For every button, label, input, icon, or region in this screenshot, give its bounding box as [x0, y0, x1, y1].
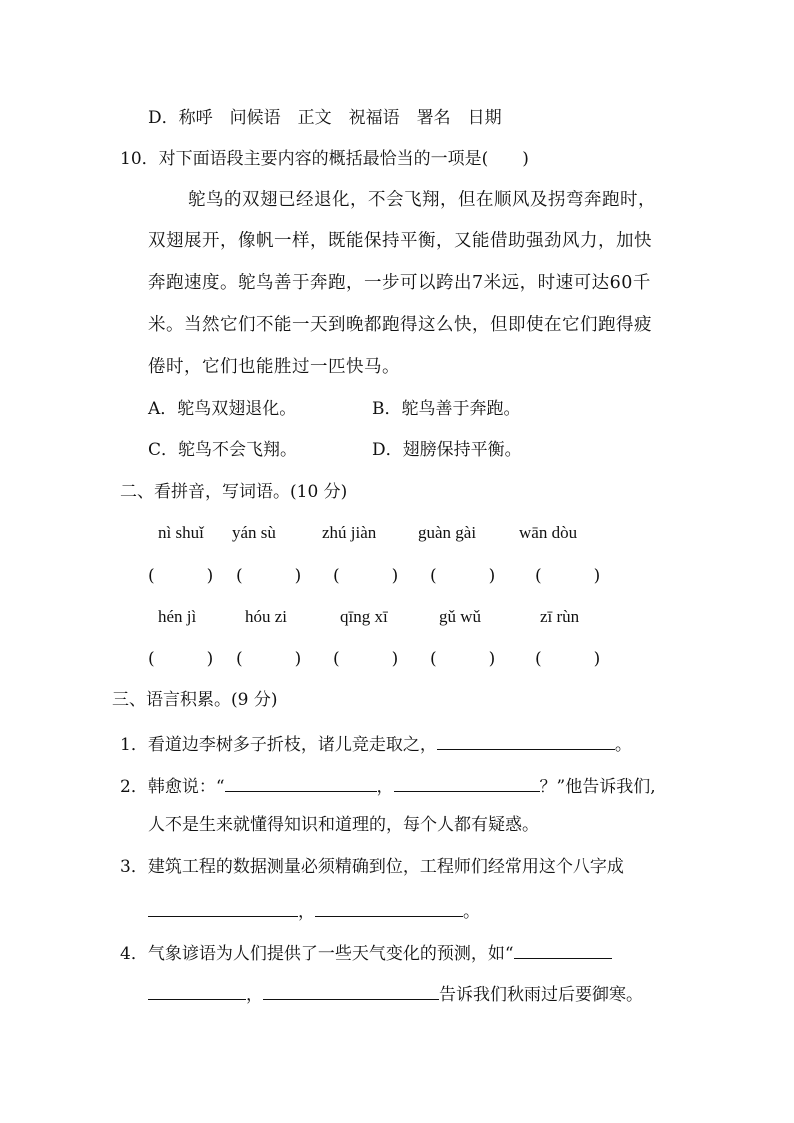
q10-option-a: A．鸵鸟双翅退化。 [148, 399, 297, 419]
q4-comma: ， [246, 985, 263, 1005]
section-2-title: 二、看拼音，写词语。(10 分) [120, 482, 348, 502]
pinyin-3: zhú jiàn [322, 523, 377, 542]
q4-blank-1a[interactable] [514, 940, 612, 959]
paren-close: ) [488, 649, 496, 669]
paren-open: ( [535, 566, 542, 586]
q10-passage-line-1: 鸵鸟的双翅已经退化，不会飞翔，但在顺风及拐弯奔跑时， [188, 190, 656, 210]
section-3-title: 三、语言积累。(9 分) [112, 690, 278, 710]
pinyin-7: hóu zi [245, 607, 288, 626]
q4-line-1-text: 4．气象谚语为人们提供了一些天气变化的预测，如“ [120, 944, 514, 964]
q10-passage-line-2: 双翅展开，像帆一样，既能保持平衡，又能借助强劲风力，加快 [148, 231, 652, 251]
q2-line-2: 人不是生来就懂得知识和道理的，每个人都有疑惑。 [148, 815, 539, 835]
paren-open: ( [535, 649, 542, 669]
section-3-q1 [120, 731, 632, 756]
answer-box-9[interactable] [430, 648, 495, 670]
paren-close: ) [391, 649, 399, 669]
q9-option-d: D．称呼 问候语 正文 祝福语 署名 日期 [148, 108, 502, 128]
paren-close: ) [206, 649, 214, 669]
answer-box-8[interactable] [333, 648, 398, 670]
q3-blank-1[interactable] [148, 898, 298, 917]
answer-box-7[interactable] [236, 648, 301, 670]
q2-comma: ， [376, 777, 394, 797]
q3-end: 。 [463, 902, 480, 922]
q10-passage-line-4: 米。当然它们不能一天到晚都跑得这么快，但即使在它们跑得疲 [148, 315, 652, 335]
paren-open: ( [148, 649, 155, 669]
section-3-q3-line-2 [148, 898, 480, 923]
paren-open: ( [430, 566, 437, 586]
q2-prefix: 2．韩愈说：“ [120, 777, 225, 797]
q10-passage-line-5: 倦时，它们也能胜过一匹快马。 [148, 357, 400, 377]
pinyin-4: guàn gài [418, 523, 477, 542]
section-3-q4-line-2 [148, 981, 643, 1006]
paren-close: ) [488, 566, 496, 586]
paren-open: ( [236, 649, 243, 669]
answer-box-1[interactable] [148, 565, 213, 587]
q2-suffix: ？”他告诉我们, [539, 777, 656, 797]
pinyin-1: nì shuǐ [158, 523, 204, 542]
q10-option-d: D．翅膀保持平衡。 [372, 440, 522, 460]
q3-comma: ， [298, 902, 315, 922]
pinyin-6: hén jì [158, 607, 197, 626]
q1-blank[interactable] [437, 731, 615, 750]
answer-box-4[interactable] [430, 565, 495, 587]
q2-blank-1[interactable] [225, 773, 377, 792]
q10-stem: 10．对下面语段主要内容的概括最恰当的一项是( ) [120, 149, 529, 169]
paren-close: ) [294, 649, 302, 669]
answer-box-3[interactable] [333, 565, 398, 587]
pinyin-5: wān dòu [519, 523, 578, 542]
answer-box-6[interactable] [148, 648, 213, 670]
paren-open: ( [236, 566, 243, 586]
paren-open: ( [333, 649, 340, 669]
paren-open: ( [430, 649, 437, 669]
answer-box-5[interactable] [535, 565, 600, 587]
q4-blank-2[interactable] [263, 981, 439, 1000]
paren-close: ) [593, 566, 601, 586]
pinyin-8: qīng xī [340, 607, 388, 626]
q4-line-2-suffix: 告诉我们秋雨过后要御寒。 [439, 985, 643, 1005]
section-3-q2 [120, 773, 656, 798]
paren-close: ) [593, 649, 601, 669]
answer-box-10[interactable] [535, 648, 600, 670]
paren-close: ) [206, 566, 214, 586]
paren-open: ( [333, 566, 340, 586]
q10-option-c: C．鸵鸟不会飞翔。 [148, 440, 298, 460]
q10-option-b: B．鸵鸟善于奔跑。 [372, 399, 521, 419]
q1-end: 。 [614, 735, 632, 755]
q1-text: 1．看道边李树多子折枝，诸儿竞走取之， [120, 735, 437, 755]
q10-passage-line-3: 奔跑速度。鸵鸟善于奔跑，一步可以跨出7米远，时速可达60千 [148, 273, 651, 293]
paren-close: ) [294, 566, 302, 586]
q3-line-1: 3．建筑工程的数据测量必须精确到位，工程师们经常用这个八字成 [120, 857, 624, 877]
pinyin-2: yán sù [232, 523, 276, 542]
answer-box-2[interactable] [236, 565, 301, 587]
q4-blank-1b[interactable] [148, 981, 246, 1000]
pinyin-10: zī rùn [540, 607, 580, 626]
pinyin-9: gǔ wǔ [439, 607, 482, 626]
q2-blank-2[interactable] [394, 773, 540, 792]
paren-close: ) [391, 566, 399, 586]
paren-open: ( [148, 566, 155, 586]
q3-blank-2[interactable] [315, 898, 463, 917]
section-3-q4-line-1 [120, 940, 612, 965]
